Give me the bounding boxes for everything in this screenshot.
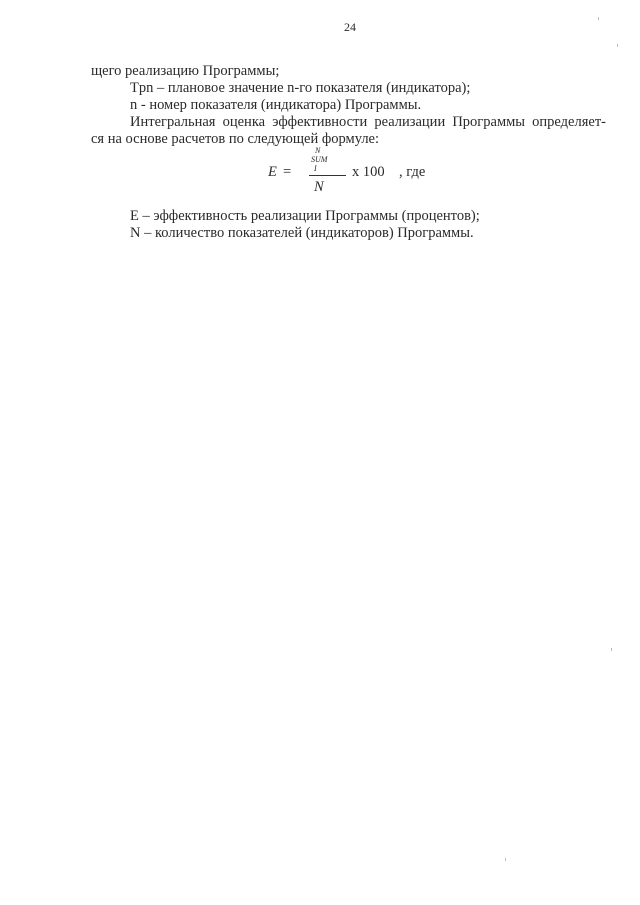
scan-speck	[617, 44, 618, 47]
definition-n-count: N – количество показателей (индикаторов) Программы.	[130, 225, 474, 241]
formula-fraction-line	[309, 175, 346, 176]
scan-speck	[505, 858, 506, 861]
efficiency-formula	[268, 145, 448, 197]
page-number: 24	[344, 20, 356, 34]
paragraph-continuation: щего реализацию Программы;	[91, 63, 280, 79]
formula-multiplier: x 100	[352, 164, 385, 180]
integral-assessment-line-2: ся на основе расчетов по следующей формуле:	[91, 131, 380, 147]
definition-tpn: Tpn – плановое значение n-го показателя (индикатора);	[130, 80, 471, 96]
scan-speck	[598, 17, 599, 20]
definition-e: Е – эффективность реализации Программы (процентов);	[130, 208, 480, 224]
formula-sum-upper: N	[315, 146, 321, 155]
formula-sum-index: I	[314, 164, 317, 173]
formula-lhs: E	[268, 164, 277, 180]
formula-sum-label: SUM	[311, 155, 328, 164]
integral-assessment-line-1: Интегральная оценка эффективности реализации Программы определяет-	[130, 114, 606, 130]
formula-equals: =	[283, 164, 292, 180]
definition-n: n - номер показателя (индикатора) Программы.	[130, 97, 422, 113]
scan-speck	[611, 648, 612, 651]
formula-suffix: , где	[399, 164, 426, 180]
formula-denominator: N	[314, 179, 324, 195]
